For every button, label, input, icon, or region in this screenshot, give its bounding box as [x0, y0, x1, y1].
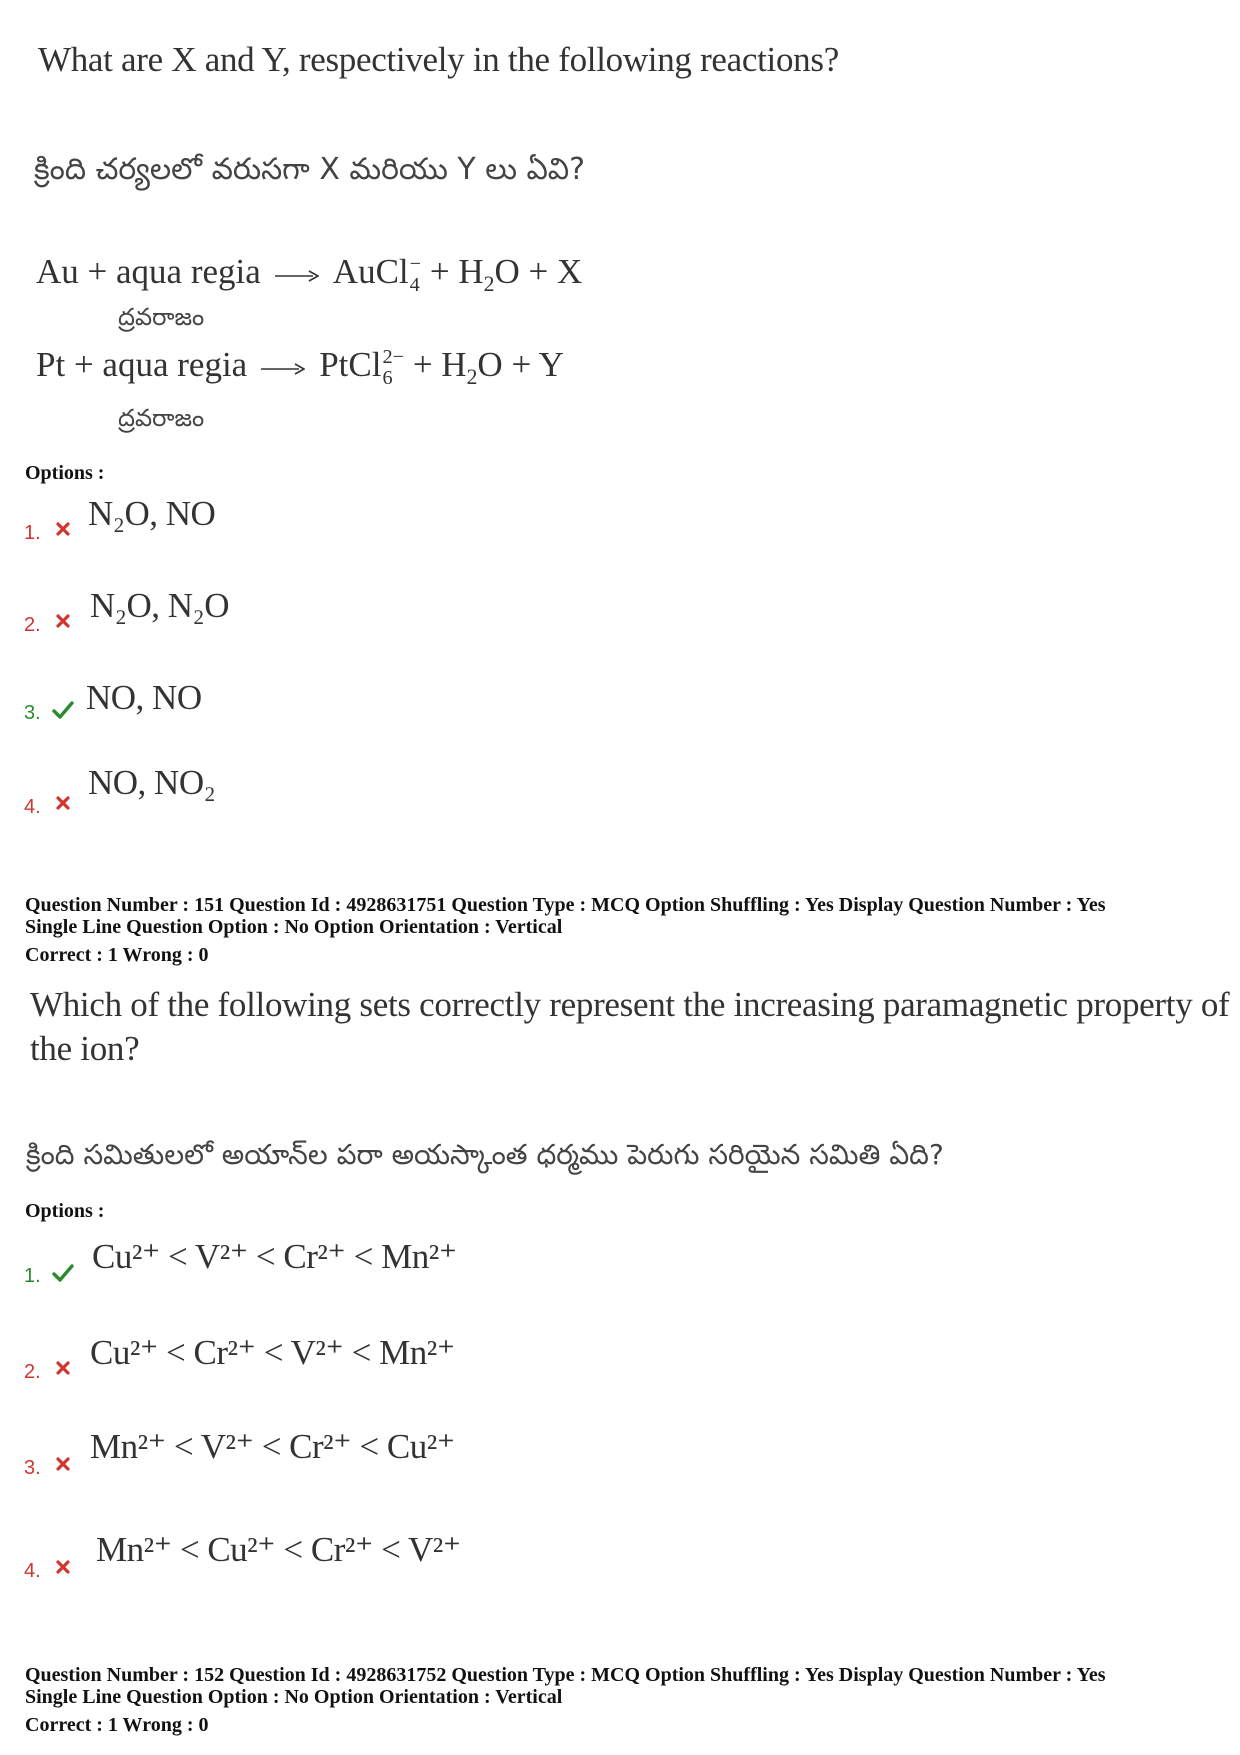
- reaction-1: [36, 252, 582, 297]
- option-number: 3.: [24, 1457, 41, 1479]
- question-text-en: What are X and Y, respectively in the following reactions?: [38, 40, 839, 79]
- reaction-2-right: PtCl 2− 6 + $H_2O + Y$: [319, 345, 564, 389]
- reaction-1-right: AuCl − 4 + $H_2O + X$: [332, 252, 583, 296]
- option-number: 2.: [24, 1361, 41, 1383]
- option-number: 3.: [24, 702, 41, 724]
- option-number: 2.: [24, 614, 41, 636]
- option-text: N₂O, N₂O: [90, 586, 230, 625]
- options-label: Options :: [25, 1200, 105, 1222]
- option-number: 4.: [24, 1560, 41, 1582]
- arrow-icon: [261, 345, 305, 385]
- question-meta-line1: Question Number : 152 Question Id : 4928631752 Question Type : MCQ Option Shuffling : Yes Display Question Number : Yes: [25, 1664, 1106, 1686]
- option-number: 1.: [24, 522, 41, 544]
- cross-icon: [55, 1360, 73, 1378]
- option-number: 1.: [24, 1265, 41, 1287]
- reaction-2: [36, 345, 564, 390]
- cross-icon: [55, 521, 73, 539]
- reaction-1-left: Au + aqua regia: [36, 252, 261, 291]
- cross-icon: [55, 795, 73, 813]
- check-icon: [52, 1263, 70, 1281]
- question-text-en-line1: Which of the following sets correctly represent the increasing paramagnetic property of: [30, 985, 1230, 1024]
- option-text: NO, NO: [86, 678, 202, 717]
- option-text: Cu²⁺ < V²⁺ < Cr²⁺ < Mn²⁺: [92, 1237, 457, 1276]
- reaction-2-left: Pt + aqua regia: [36, 345, 248, 384]
- arrow-icon: [275, 252, 319, 292]
- check-icon: [52, 700, 70, 718]
- cross-icon: [55, 613, 73, 631]
- cross-icon: [55, 1456, 73, 1474]
- question-text-en-line2: the ion?: [30, 1029, 140, 1068]
- question-meta-score: Correct : 1 Wrong : 0: [25, 1714, 209, 1736]
- reaction-1-under-label: ద్రవరాజం: [118, 303, 205, 331]
- question-meta-score: Correct : 1 Wrong : 0: [25, 944, 209, 966]
- option-text: Mn²⁺ < V²⁺ < Cr²⁺ < Cu²⁺: [90, 1427, 455, 1466]
- option-text: N₂O, NO: [88, 494, 216, 533]
- question-text-te: క్రింది సమితులలో అయాన్‌ల పరా అయస్కాంత ధర్మము పెరుగు సరియైన సమితి ఏది?: [26, 1138, 944, 1171]
- option-number: 4.: [24, 796, 41, 818]
- option-text: NO, NO₂: [88, 763, 216, 802]
- options-label: Options :: [25, 462, 105, 484]
- question-text-te: క్రింది చర్యలలో వరుసగా X మరియు Y లు ఏవి?: [34, 152, 586, 187]
- option-text: Cu²⁺ < Cr²⁺ < V²⁺ < Mn²⁺: [90, 1333, 455, 1372]
- option-text: Mn²⁺ < Cu²⁺ < Cr²⁺ < V²⁺: [96, 1530, 461, 1569]
- cross-icon: [55, 1559, 73, 1577]
- question-meta-line2: Single Line Question Option : No Option Orientation : Vertical: [25, 1686, 563, 1708]
- reaction-2-under-label: ద్రవరాజం: [118, 404, 205, 432]
- question-meta-line2: Single Line Question Option : No Option Orientation : Vertical: [25, 916, 563, 938]
- question-meta-line1: Question Number : 151 Question Id : 4928631751 Question Type : MCQ Option Shuffling : Yes Display Question Number : Yes: [25, 894, 1106, 916]
